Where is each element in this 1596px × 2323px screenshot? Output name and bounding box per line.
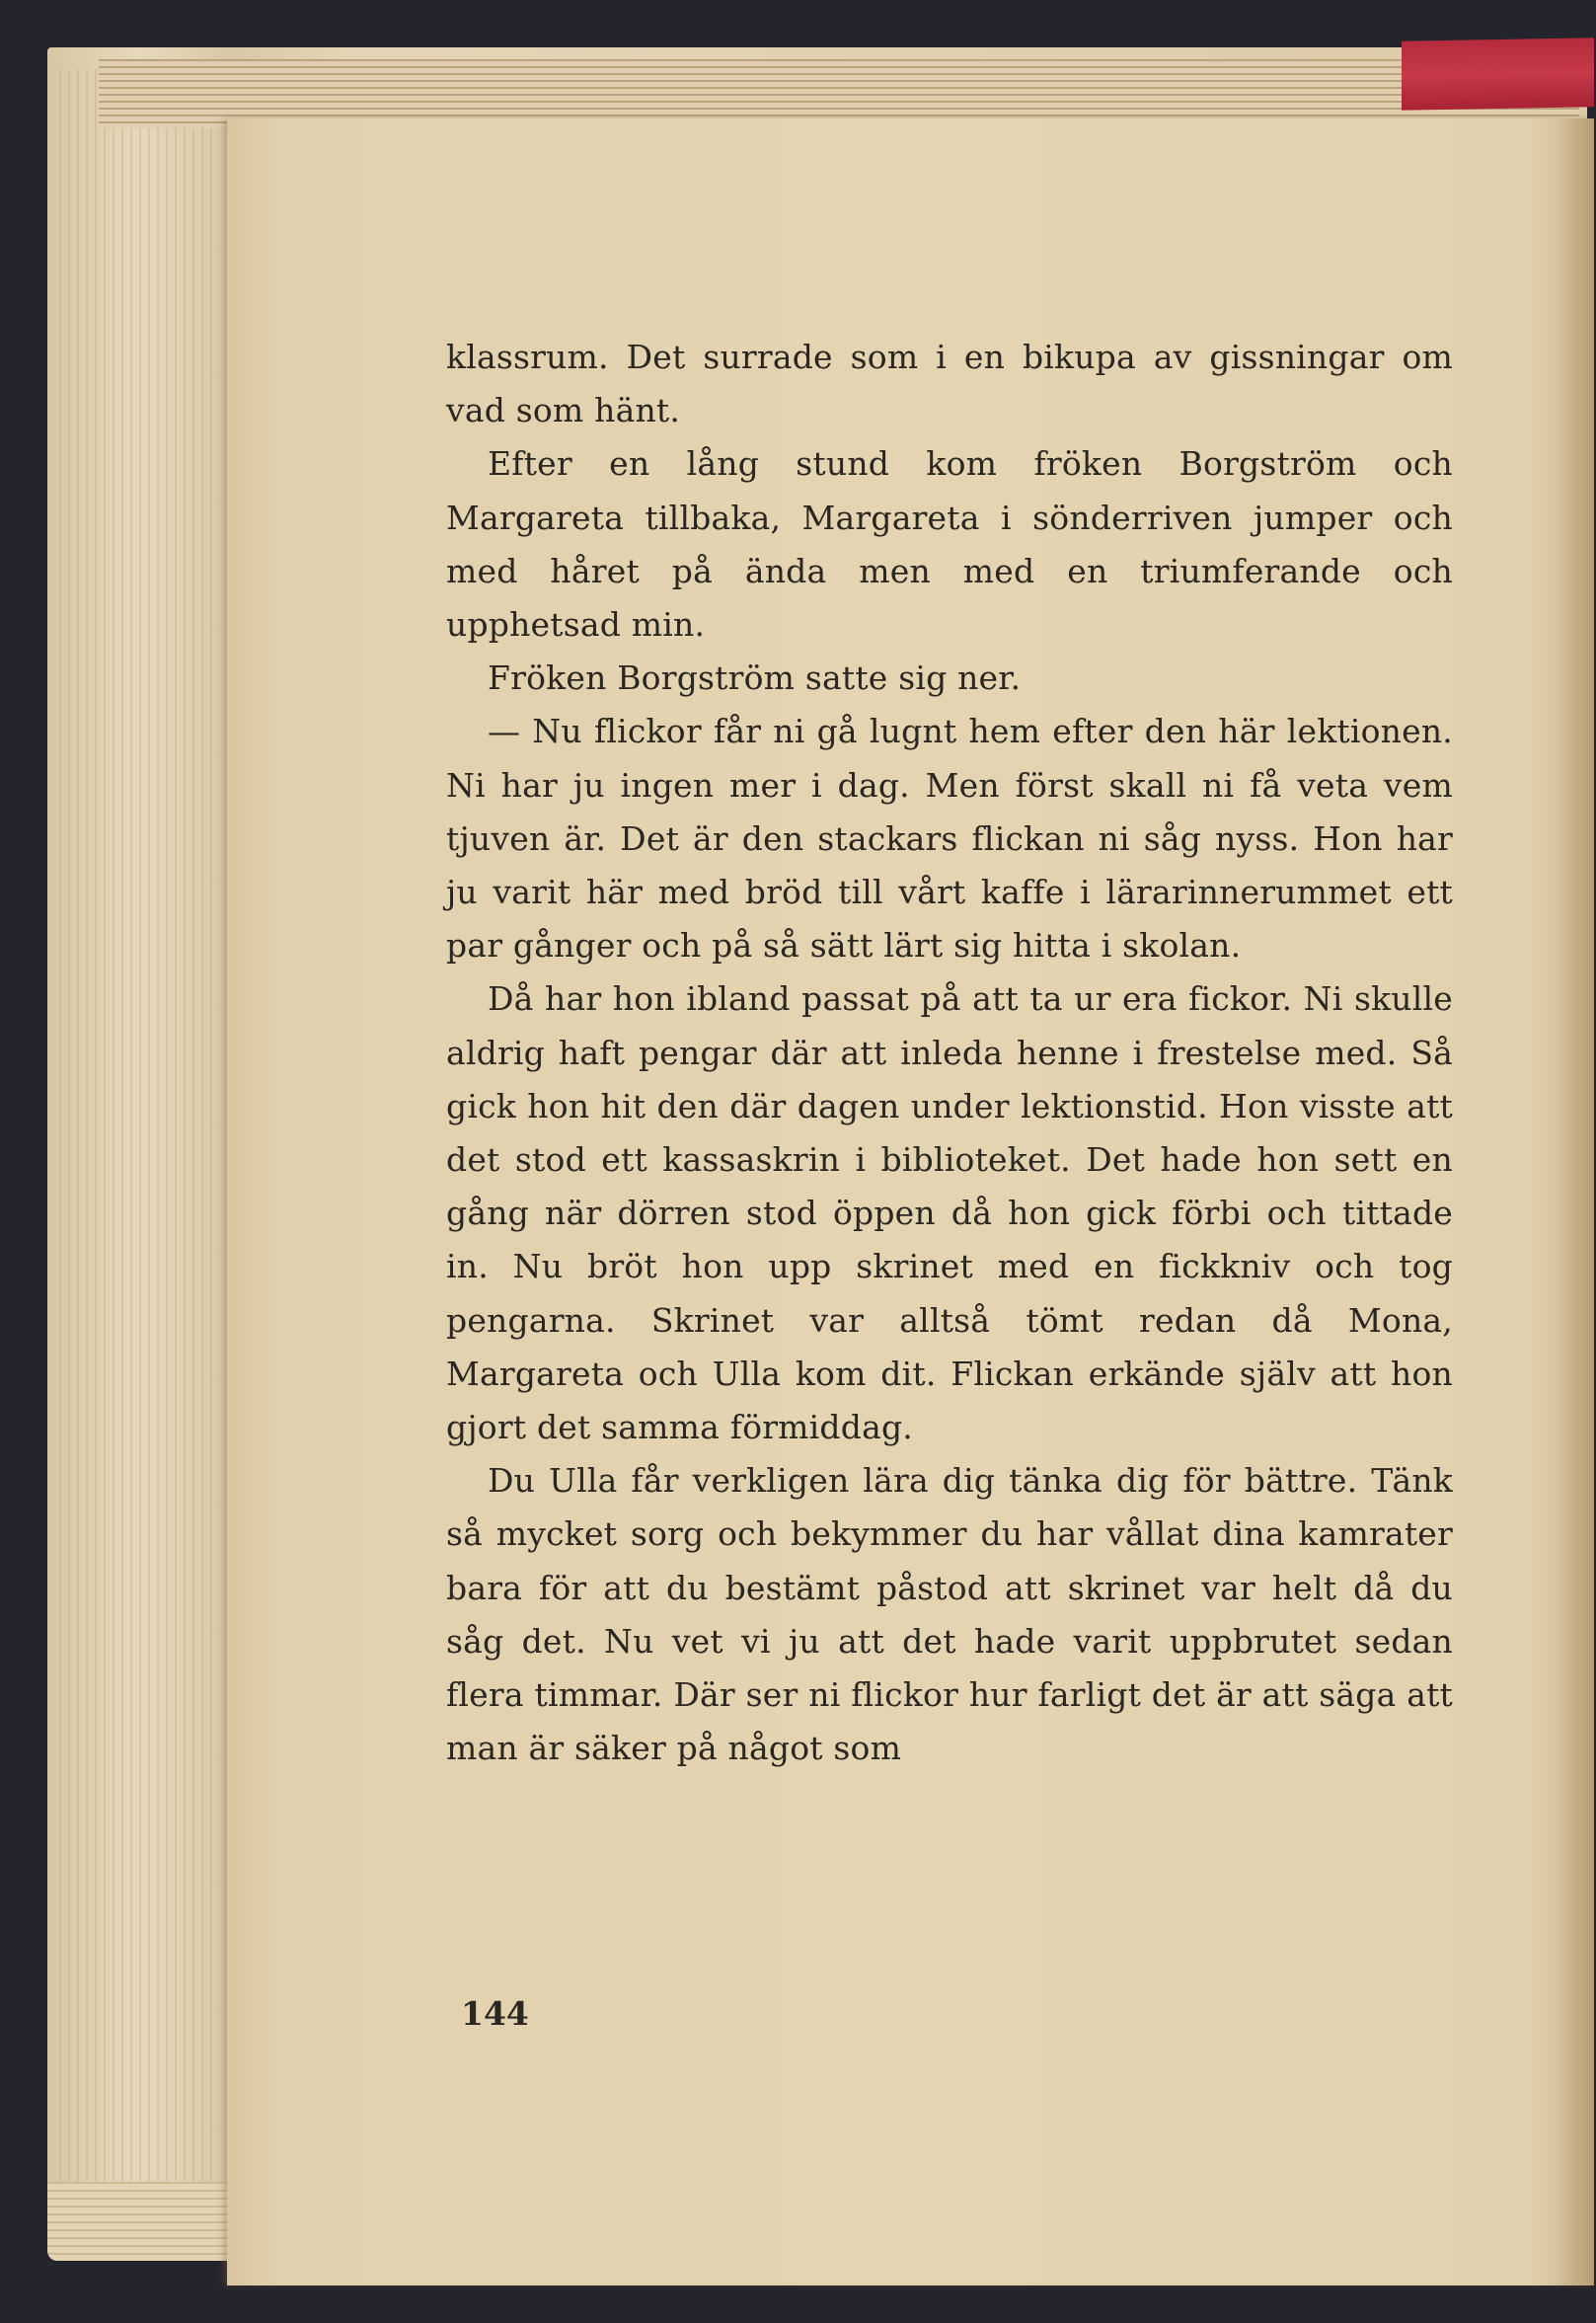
paragraph-4: — Nu flickor får ni gå lugnt hem efter den här lektionen. Ni har ju ingen mer i dag. Men först skall ni få veta vem tjuven är. Det är den stackars flickan ni såg nyss. Hon har ju varit här med bröd till vårt kaffe i lärarinnerummet ett par gånger och på så sätt lärt sig hitta i skolan. [446, 712, 1453, 966]
bookmark-ribbon [1402, 38, 1594, 110]
page-stack-edges [59, 69, 217, 2221]
page-gutter-shadow [1555, 118, 1594, 2285]
paragraph-2: Efter en lång stund kom fröken Borgström och Margareta tillbaka, Margareta i sönderriven jumper och med håret på ända men med en triumferande och upphetsad min. [446, 444, 1453, 645]
paragraph-5: Då har hon ibland passat på att ta ur era fickor. Ni skulle aldrig haft pengar där att inleda henne i frestelse med. Så gick hon hit den där dagen under lektionstid. Hon visste att det stod ett kassaskrin i biblioteket. Det hade hon sett en gång när dörren stod öppen då hon gick förbi och tittade in. Nu bröt hon upp skrinet med en fickkniv och tog pengarna. Skrinet var alltså tömt redan då Mona, Margareta och Ulla kom dit. Flickan erkände själv att hon gjort det samma förmiddag. [446, 979, 1453, 1447]
paragraph-6: Du Ulla får verkligen lära dig tänka dig för bättre. Tänk så mycket sorg och bekymmer du har vållat dina kamrater bara för att du bestämt påstod att skrinet var helt då du såg det. Nu vet vi ju att det hade varit uppbrutet sedan flera timmar. Där ser ni flickor hur farligt det är att säga att man är säker på något som [446, 1461, 1453, 1768]
page-number: 144 [461, 1994, 529, 2033]
body-text [446, 331, 1453, 1775]
paragraph-3: Fröken Borgström satte sig ner. [488, 658, 1022, 698]
paragraph-1: klassrum. Det surrade som i en bikupa av gissningar om vad som hänt. [446, 338, 1453, 430]
